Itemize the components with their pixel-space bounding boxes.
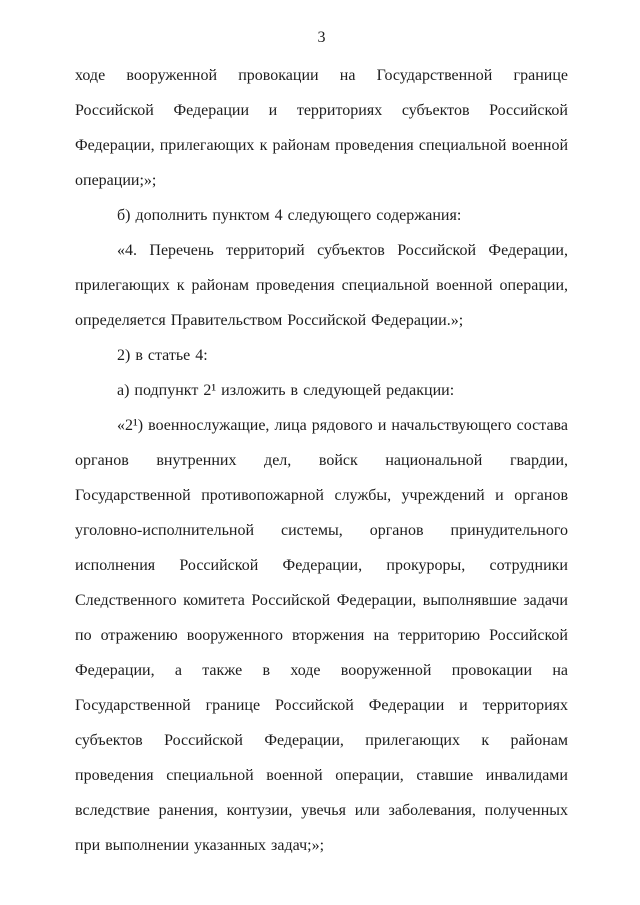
paragraph: ходе вооруженной провокации на Государственной границе Российской Федерации и территориях субъектов Российской Федерации, прилегающих к районам проведения специальной военной операции;»; [75, 67, 568, 189]
paragraph: «4. Перечень территорий субъектов Российской Федерации, прилегающих к районам проведения специальной военной операции, определяется Правительством Российской Федерации.»; [75, 242, 568, 329]
paragraph: «2¹) военнослужащие, лица рядового и начальствующего состава органов внутренних дел, войск национальной гвардии, Государственной противопожарной службы, учреждений и органов уголовно-исполнительной системы, органов принудительного исполнения Российской Федерации, прокуроры, сотрудники Следственного комитета Российской Федерации, выполнявшие задачи по отражению вооруженного вторжения на территорию Российской Федерации, а также в ходе вооруженной провокации на Государственной границе Российской Федерации и территориях субъектов Российской Федерации, прилегающих к районам проведения специальной военной операции, ставшие инвалидами вследствие ранения, контузии, увечья или заболевания, полученных при выполнении указанных задач;»; [75, 417, 568, 854]
paragraph: 2) в статье 4: [117, 347, 208, 364]
document-body [75, 58, 568, 863]
paragraph: а) подпункт 2¹ изложить в следующей редакции: [117, 382, 455, 399]
paragraph: б) дополнить пунктом 4 следующего содержания: [117, 207, 462, 224]
page-number: 3 [317, 29, 326, 46]
